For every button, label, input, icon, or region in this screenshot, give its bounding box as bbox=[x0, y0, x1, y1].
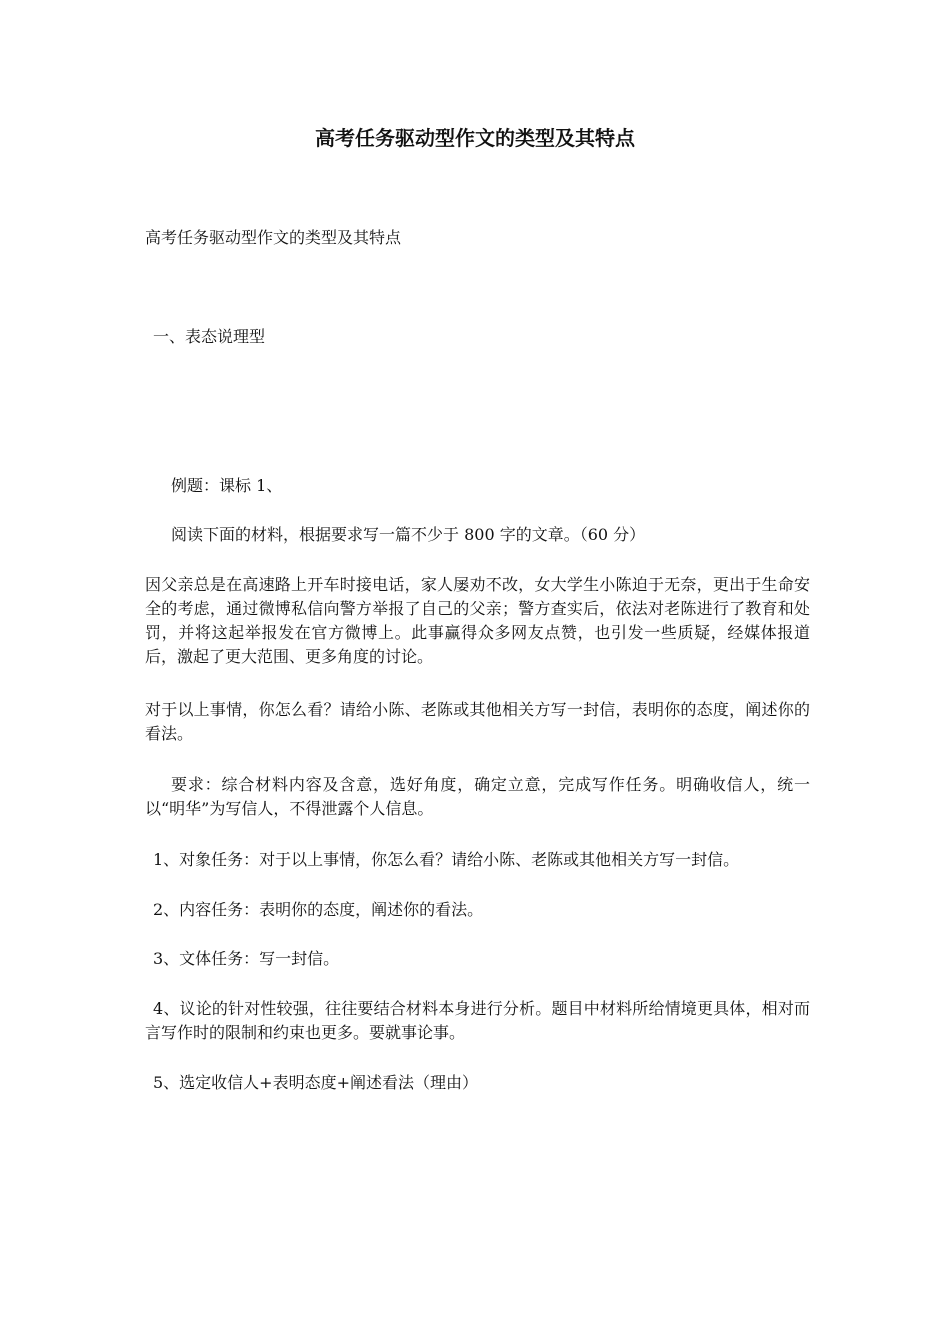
point-item: 1、对象任务：对于以上事情，你怎么看？请给小陈、老陈或其他相关方写一封信。 bbox=[153, 850, 740, 869]
material-paragraph: 因父亲总是在高速路上开车时接电话，家人屡劝不改，女大学生小陈迫于无奈，更出于生命安全的考虑，通过微博私信向警方举报了自己的父亲；警方查实后，依法对老陈进行了教育和处罚，并将这起举报发在官方微博上。此事赢得众多网友点赞，也引发一些质疑，经媒体报道后，激起了更大范围、更多角度的讨论。 bbox=[145, 575, 810, 666]
point-item: 2、内容任务：表明你的态度，阐述你的看法。 bbox=[153, 900, 484, 919]
instruction-paragraph: 阅读下面的材料，根据要求写一篇不少于 800 字的文章。（60 分） bbox=[171, 525, 646, 544]
document-subtitle: 高考任务驱动型作文的类型及其特点 bbox=[145, 228, 402, 247]
point-item: 3、文体任务：写一封信。 bbox=[153, 949, 340, 968]
point-item: 4、议论的针对性较强，往往要结合材料本身进行分析。题目中材料所给情境更具体，相对而言写作时的限制和约束也更多。要就事论事。 bbox=[145, 999, 810, 1042]
section-heading: 一、表态说理型 bbox=[153, 327, 266, 346]
example-label: 例题：课标 1、 bbox=[171, 476, 283, 495]
question-paragraph: 对于以上事情，你怎么看？请给小陈、老陈或其他相关方写一封信，表明你的态度，阐述你的看法。 bbox=[145, 700, 810, 743]
document-title: 高考任务驱动型作文的类型及其特点 bbox=[315, 126, 635, 150]
requirement-paragraph: 要求：综合材料内容及含意，选好角度，确定立意，完成写作任务。明确收信人，统一以“明华”为写信人，不得泄露个人信息。 bbox=[145, 775, 810, 818]
point-item: 5、选定收信人+表明态度+阐述看法（理由） bbox=[153, 1073, 478, 1092]
